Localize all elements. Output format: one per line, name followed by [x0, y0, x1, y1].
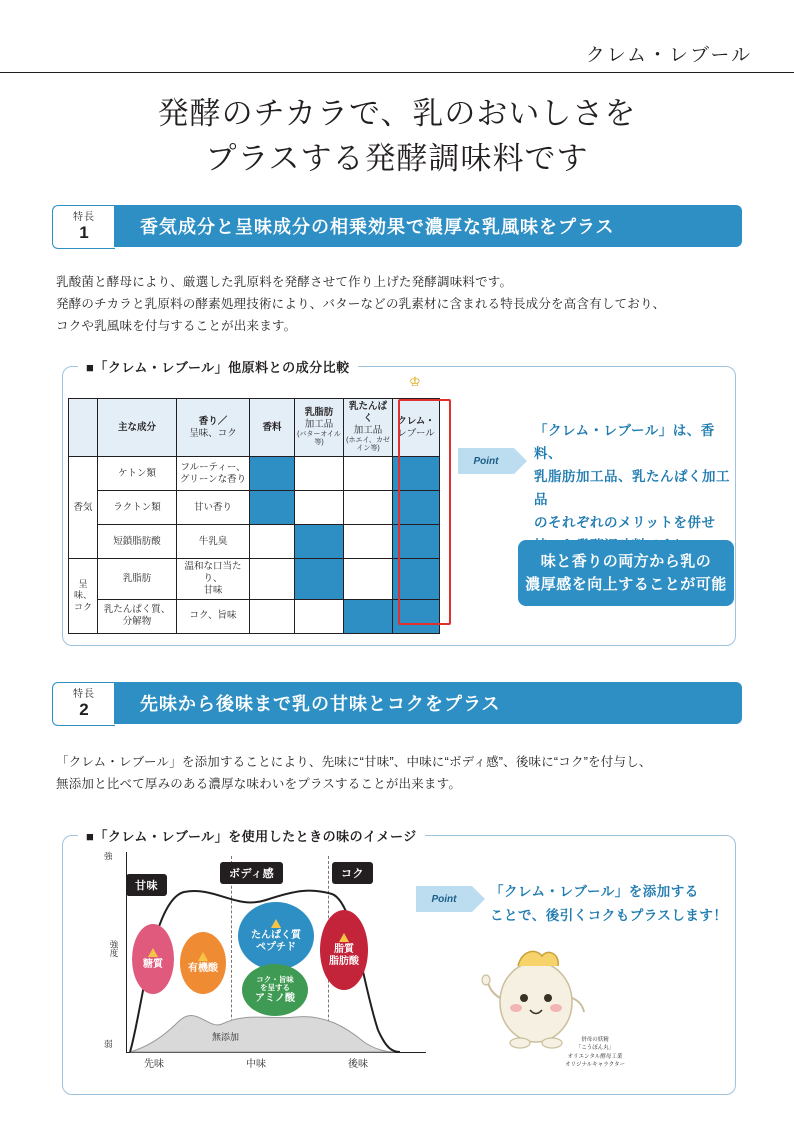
arrow-up-icon [148, 948, 158, 957]
point-badge-2-label: Point [431, 893, 457, 905]
cell-milkprotein-mark [344, 599, 393, 633]
feature-2-body [56, 752, 756, 796]
feature-1-number: 1 [79, 223, 89, 242]
crown-icon: ♔ [409, 374, 421, 389]
table-row [69, 525, 440, 559]
taste-image-panel-title: ■「クレム・レブール」を使用したときの味のイメージ [78, 826, 425, 845]
comparison-table [68, 398, 440, 634]
cell-creme-mark [393, 457, 440, 491]
col-main-component [98, 399, 177, 457]
point-badge-1-label: Point [473, 455, 499, 467]
feature-1-headline: 香気成分と呈味成分の相乗効果で濃厚な乳風味をプラス [140, 217, 615, 237]
header-divider [0, 72, 794, 73]
section1-side-text: 「クレム・レブール」は、香料、 乳脂肪加工品、乳たんぱく加工品 のそれぞれのメリットを併せ [534, 423, 730, 530]
cell-flavoring-mark [250, 599, 295, 633]
comparison-panel-title: ■「クレム・レブール」他原料との成分比較 [78, 357, 358, 376]
feature-1-bar [114, 205, 742, 247]
cell-component: 乳脂肪 [98, 559, 177, 600]
bubble-lipid: 脂質 脂肪酸 [320, 910, 368, 990]
feature-2-header [52, 682, 742, 724]
feature-1-header [52, 205, 742, 247]
feature-2-number-box [52, 682, 115, 726]
cell-flavoring-mark [250, 457, 295, 491]
col-aroma-taste [177, 399, 250, 457]
graph-xtick-0: 先味 [144, 1059, 164, 1070]
cell-creme-mark [393, 491, 440, 525]
point-badge-2 [416, 886, 472, 912]
cell-milkprotein-mark [344, 525, 393, 559]
col-flavoring [250, 399, 295, 457]
col-main-component-title: 主な成分 [117, 421, 156, 433]
table-row [69, 559, 440, 600]
cell-milkprotein-mark [344, 491, 393, 525]
table-row [69, 599, 440, 633]
cell-creme-mark [393, 559, 440, 600]
cell-creme-mark [393, 599, 440, 633]
bubble-organic-acid: 有機酸 [180, 932, 226, 994]
cell-component: 乳たんぱく質、 分解物 [98, 599, 177, 633]
feature-1-body [56, 272, 756, 338]
cell-milkfat-mark [295, 457, 344, 491]
col-milkprotein [344, 399, 393, 457]
taste-graph [96, 852, 426, 1070]
tag-body: ボディ感 [220, 862, 283, 884]
cell-milkfat-mark [295, 599, 344, 633]
col-milkfat-sub: (バターオイル等) [297, 430, 341, 447]
col-milkfat-title2: 加工品 [304, 418, 334, 430]
tag-sweetness: 甘味 [126, 874, 167, 896]
arrow-up-icon [198, 952, 208, 961]
col-aroma-taste-title: 香り／ [198, 415, 228, 427]
arrow-up-icon [339, 933, 349, 942]
cell-flavor: 甘い香り [177, 491, 250, 525]
col-creme-lebour-title2: レブール [397, 427, 435, 439]
cell-milkfat-mark [295, 491, 344, 525]
cell-flavor: 牛乳臭 [177, 525, 250, 559]
section1-callout: 味と香りの両方から乳の 濃厚感を向上することが可能 [518, 540, 734, 606]
cell-component: ケトン類 [98, 457, 177, 491]
mascot-caption: 併母の妖精 「こうぼん丸」 オリエンタル酵母工業 オリジナルキャラクター [564, 1037, 626, 1068]
brand-title: クレム・レブール [585, 45, 752, 66]
page-title-line2: プラスする発酵調味料です [205, 140, 589, 176]
feature-1-body-line1: 乳酸菌と酵母により、厳選した乳原料を発酵させて作り上げた発酵調味料です。 [56, 275, 513, 289]
feature-2-bar [114, 682, 742, 724]
cell-component: ラクトン類 [98, 491, 177, 525]
col-milkprotein-title2: 加工品 [353, 424, 383, 436]
graph-y-axis-label: 強度 [109, 940, 119, 957]
col-milkprotein-title: 乳たんぱく [348, 401, 387, 424]
feature-1-body-line3: コクや乳風味を付与することが出来ます。 [56, 318, 297, 333]
cell-flavoring-mark [250, 491, 295, 525]
cell-milkprotein-mark [344, 559, 393, 600]
table-row [69, 457, 440, 491]
cell-flavoring-mark [250, 525, 295, 559]
cell-flavoring-mark [250, 559, 295, 600]
col-milkfat [295, 399, 344, 457]
table-header-row [69, 399, 440, 457]
tag-koku: コク [332, 862, 373, 884]
point-badge-1 [458, 448, 514, 474]
feature-2-headline: 先味から後味まで乳の甘味とコクをプラス [140, 694, 501, 714]
section2-side-text: 「クレム・レブール」を添加する ことで、後引くコクもプラスします！ [490, 884, 728, 924]
graph-xtick-1: 中味 [246, 1059, 266, 1070]
feature-1-body-line2: 発酵のチカラと乳原料の酵素処理技術により、バターなどの乳素材に含まれる特長成分を高含有しており、 [56, 296, 666, 311]
cell-flavor: フルーティー、 グリーンな香り [177, 457, 250, 491]
cell-creme-mark [393, 525, 440, 559]
col-flavoring-title: 香料 [262, 421, 282, 433]
graph-y-top-label: 強 [104, 851, 113, 861]
col-creme-lebour [393, 399, 440, 457]
bubble-sugar: 糖質 [132, 924, 174, 994]
col-aroma-taste-sub: 呈味、コク [189, 427, 237, 439]
arrow-up-icon [271, 919, 281, 928]
table-row [69, 491, 440, 525]
page-title [0, 92, 794, 182]
page-title-line1: 発酵のチカラで、乳のおいしさを [157, 96, 637, 131]
cell-flavor: 温和な口当たり、 甘味 [177, 559, 250, 600]
cell-milkfat-mark [295, 559, 344, 600]
col-milkprotein-sub: (ホエイ、カゼイン等) [346, 436, 390, 453]
group-aroma: 香気 [69, 457, 98, 559]
group-taste: 呈味、コク [69, 559, 98, 634]
cell-milkprotein-mark [344, 457, 393, 491]
feature-2-body-line2: 無添加と比べて厚みのある濃厚な味わいをプラスすることが出来ます。 [56, 776, 462, 791]
graph-xtick-2: 後味 [348, 1059, 368, 1070]
feature-2-label: 特長 [73, 689, 95, 700]
graph-y-bottom-label: 弱 [104, 1039, 113, 1049]
feature-2-body-line1: 「クレム・レブール」を添加することにより、先味に“甘味”、中味に“ボディ感”、後味に“コク”を付与し、 [56, 755, 652, 769]
cell-component: 短鎖脂肪酸 [98, 525, 177, 559]
bubble-protein-peptide: たんぱく質 ペプチド [238, 902, 314, 970]
feature-2-number: 2 [79, 700, 89, 719]
col-milkfat-title: 乳脂肪 [304, 406, 334, 418]
feature-1-label: 特長 [73, 212, 95, 223]
col-creme-lebour-title: クレム・ [397, 415, 435, 427]
bubble-amino-acid: コク・旨味 を呈する アミノ酸 [242, 964, 308, 1016]
cell-milkfat-mark [295, 525, 344, 559]
cell-flavor: コク、旨味 [177, 599, 250, 633]
graph-baseline-label: 無添加 [212, 1032, 240, 1042]
feature-1-number-box [52, 205, 115, 249]
